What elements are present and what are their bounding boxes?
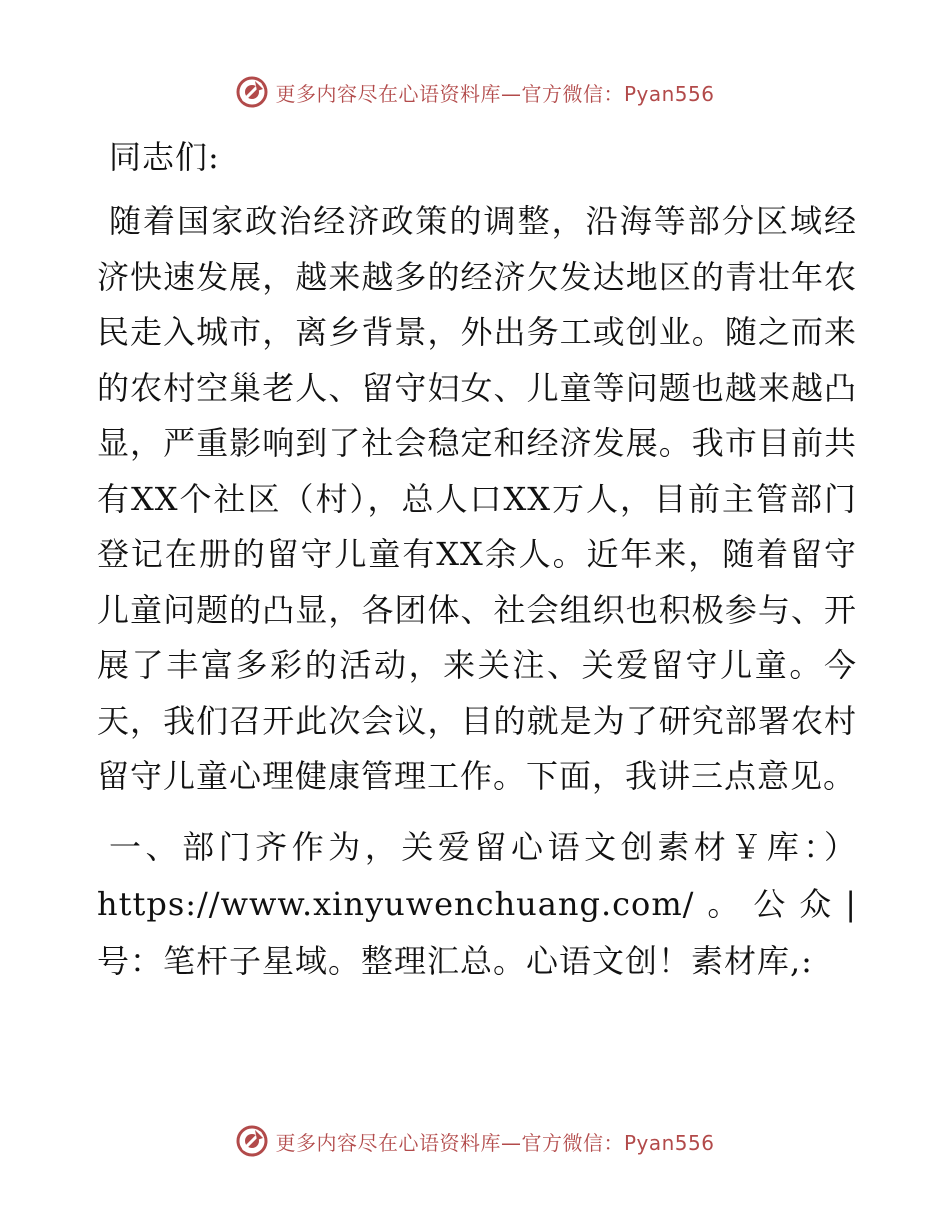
watermark-logo-icon <box>235 75 269 109</box>
watermark-text: 更多内容尽在心语资料库—官方微信：Pyan556 <box>275 81 715 106</box>
document-body <box>97 118 857 990</box>
watermark-footer <box>0 1121 950 1161</box>
watermark-logo-icon <box>235 1124 269 1158</box>
watermark-text: 更多内容尽在心语资料库—官方微信：Pyan556 <box>275 1130 715 1155</box>
paragraph-section-one: 一、部门齐作为，关爱留心语文创素材￥库：）https://www.xinyuwenchuang.com/。公众|号：笔杆子星域。整理汇总。心语文创！素材库,: <box>97 827 857 980</box>
paragraph-intro: 随着国家政治经济政策的调整，沿海等部分区域经济快速发展，越来越多的经济欠发达地区的青壮年农民走入城市，离乡背景，外出务工或创业。随之而来的农村空巢老人、留守妇女、儿童等问题也越来越凸显，严重影响到了社会稳定和经济发展。我市目前共有XX个社区（村），总人口XX万人，目前主管部门登记在册的留守儿童有XX余人。近年来，随着留守儿童问题的凸显，各团体、社会组织也积极参与、开展了丰富多彩的活动，来关注、关爱留守儿童。今天，我们召开此次会议，目的就是为了研究部署农村留守儿童心理健康管理工作。下面，我讲三点意见。 <box>97 202 857 795</box>
salutation: 同志们: <box>109 138 220 176</box>
watermark-header <box>0 72 950 112</box>
